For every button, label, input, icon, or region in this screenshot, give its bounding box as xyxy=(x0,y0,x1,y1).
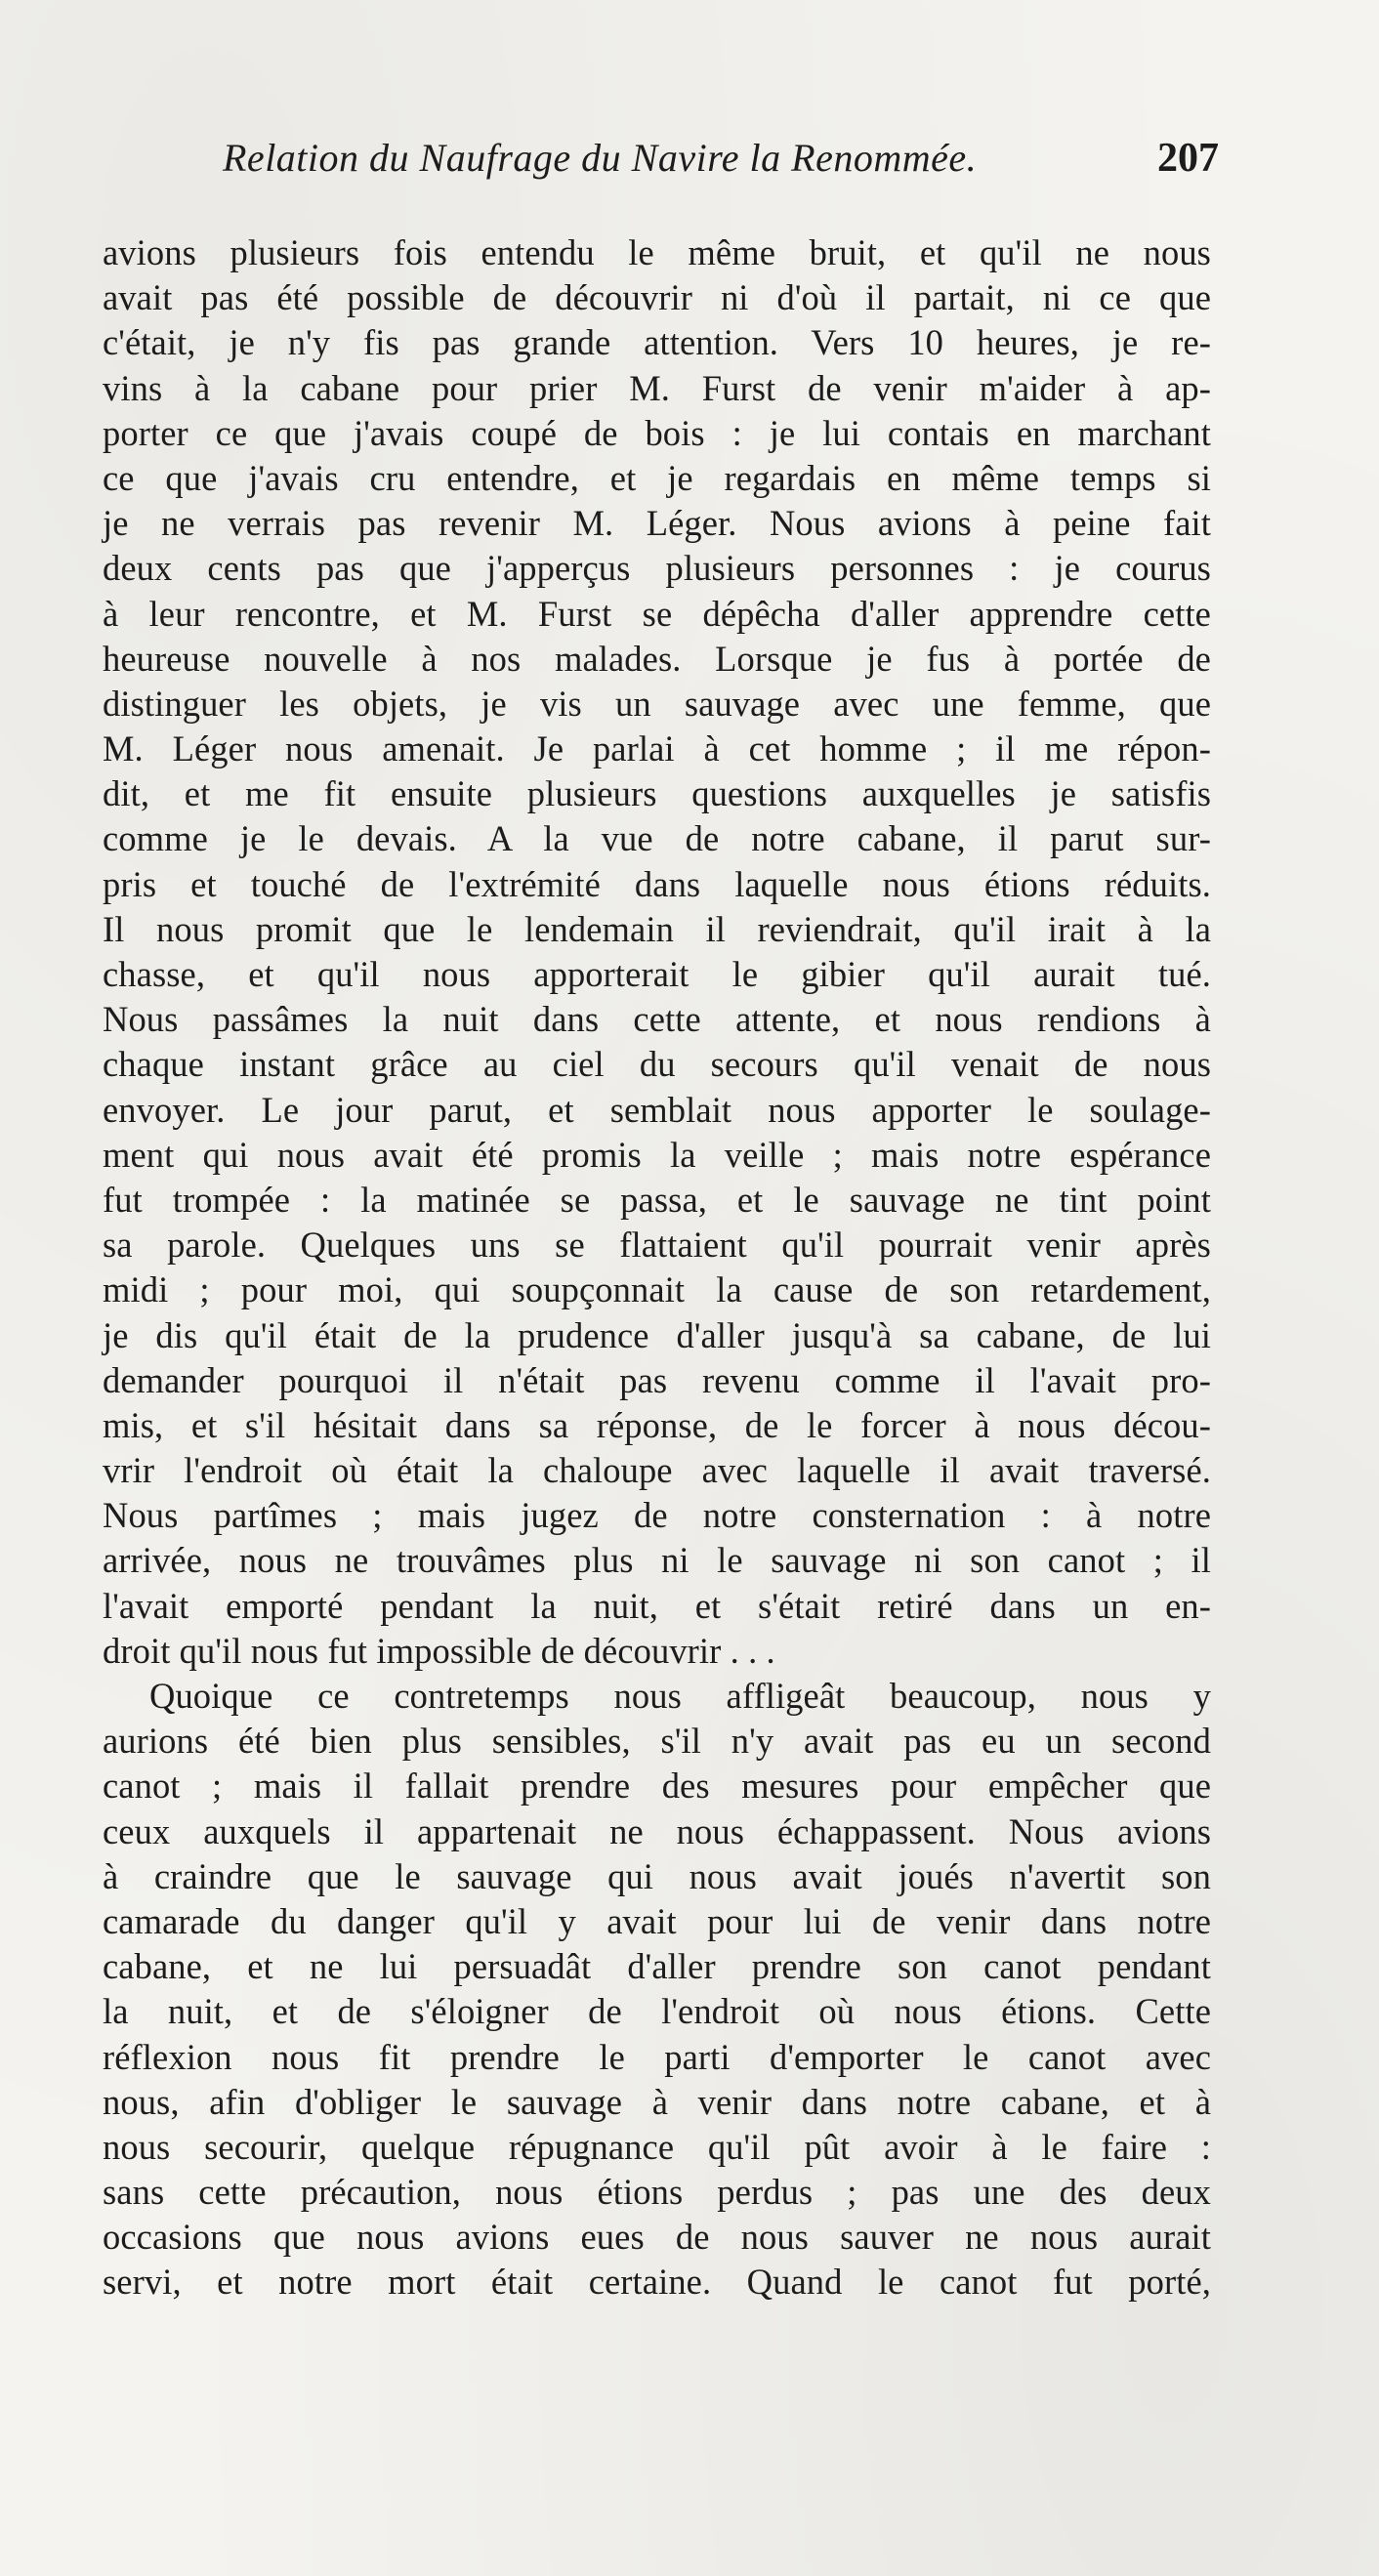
text-line: avait pas été possible de découvrir ni d'où il partait, ni ce que xyxy=(103,277,1211,318)
page-number: 207 xyxy=(1157,136,1219,181)
text-line: servi, et notre mort était certaine. Quand le canot fut porté, xyxy=(103,2262,1211,2303)
text-line: vrir l'endroit où était la chaloupe avec laquelle il avait traversé. xyxy=(103,1450,1211,1491)
text-line: camarade du danger qu'il y avait pour lui de venir dans notre xyxy=(103,1900,1211,1941)
text-line: deux cents pas que j'apperçus plusieurs personnes : je courus xyxy=(103,548,1211,589)
text-line: c'était, je n'y fis pas grande attention. Vers 10 heures, je re- xyxy=(103,322,1211,363)
text-line: occasions que nous avions eues de nous sauver ne nous aurait xyxy=(103,2217,1211,2258)
text-line: nous secourir, quelque répugnance qu'il pût avoir à le faire : xyxy=(103,2126,1211,2167)
text-line: pris et touché de l'extrémité dans laquelle nous étions réduits. xyxy=(103,863,1211,904)
text-line: à craindre que le sauvage qui nous avait joués n'avertit son xyxy=(103,1855,1211,1896)
text-line: ceux auxquels il appartenait ne nous échappassent. Nous avions xyxy=(103,1810,1211,1851)
paragraph-start-line: Quoique ce contretemps nous affligeât beaucoup, nous y xyxy=(149,1676,1211,1716)
text-line: à leur rencontre, et M. Furst se dépêcha d'aller apprendre cette xyxy=(103,593,1211,634)
text-line: envoyer. Le jour parut, et semblait nous apporter le soulage- xyxy=(103,1089,1211,1130)
text-line: nous, afin d'obliger le sauvage à venir dans notre cabane, et à xyxy=(103,2081,1211,2122)
text-line: demander pourquoi il n'était pas revenu comme il l'avait pro- xyxy=(103,1359,1211,1400)
text-line: la nuit, et de s'éloigner de l'endroit où nous étions. Cette xyxy=(103,1991,1211,2032)
paragraph-end-line: droit qu'il nous fut impossible de découvrir . . . xyxy=(103,1630,775,1671)
text-line: je dis qu'il était de la prudence d'aller jusqu'à sa cabane, de lui xyxy=(103,1314,1211,1355)
text-line: canot ; mais il fallait prendre des mesures pour empêcher que xyxy=(103,1766,1211,1807)
text-line: chasse, et qu'il nous apporterait le gibier qu'il aurait tué. xyxy=(103,954,1211,994)
text-line: aurions été bien plus sensibles, s'il n'y avait pas eu un second xyxy=(103,1721,1211,1762)
running-title: Relation du Naufrage du Navire la Renommée. xyxy=(223,136,978,180)
text-line: heureuse nouvelle à nos malades. Lorsque je fus à portée de xyxy=(103,638,1211,679)
text-line: arrivée, nous ne trouvâmes plus ni le sauvage ni son canot ; il xyxy=(103,1540,1211,1581)
text-line: l'avait emporté pendant la nuit, et s'était retiré dans un en- xyxy=(103,1585,1211,1626)
text-line: fut trompée : la matinée se passa, et le sauvage ne tint point xyxy=(103,1179,1211,1220)
text-line: sans cette précaution, nous étions perdus ; pas une des deux xyxy=(103,2172,1211,2213)
running-head xyxy=(223,135,1219,193)
text-line: Nous passâmes la nuit dans cette attente, et nous rendions à xyxy=(103,999,1211,1040)
text-line: distinguer les objets, je vis un sauvage avec une femme, que xyxy=(103,683,1211,724)
text-line: ce que j'avais cru entendre, et je regardais en même temps si xyxy=(103,457,1211,498)
text-line: mis, et s'il hésitait dans sa réponse, de le forcer à nous décou- xyxy=(103,1404,1211,1445)
text-line: avions plusieurs fois entendu le même bruit, et qu'il ne nous xyxy=(103,232,1211,272)
text-line: cabane, et ne lui persuadât d'aller prendre son canot pendant xyxy=(103,1946,1211,1987)
text-line: ment qui nous avait été promis la veille ; mais notre espérance xyxy=(103,1134,1211,1175)
text-line: réflexion nous fit prendre le parti d'emporter le canot avec xyxy=(103,2036,1211,2077)
text-line: sa parole. Quelques uns se flattaient qu'il pourrait venir après xyxy=(103,1225,1211,1266)
text-line: porter ce que j'avais coupé de bois : je lui contais en marchant xyxy=(103,412,1211,453)
text-line: vins à la cabane pour prier M. Furst de venir m'aider à ap- xyxy=(103,367,1211,408)
text-line: midi ; pour moi, qui soupçonnait la cause de son retardement, xyxy=(103,1269,1211,1310)
text-line: Il nous promit que le lendemain il reviendrait, qu'il irait à la xyxy=(103,908,1211,949)
text-line: M. Léger nous amenait. Je parlai à cet homme ; il me répon- xyxy=(103,728,1211,769)
text-line: chaque instant grâce au ciel du secours qu'il venait de nous xyxy=(103,1044,1211,1085)
text-line: je ne verrais pas revenir M. Léger. Nous avions à peine fait xyxy=(103,503,1211,544)
text-line: dit, et me fit ensuite plusieurs questions auxquelles je satisfis xyxy=(103,773,1211,814)
text-line: comme je le devais. A la vue de notre cabane, il parut sur- xyxy=(103,818,1211,859)
body-text xyxy=(103,230,1211,2306)
text-line: Nous partîmes ; mais jugez de notre consternation : à notre xyxy=(103,1495,1211,1536)
